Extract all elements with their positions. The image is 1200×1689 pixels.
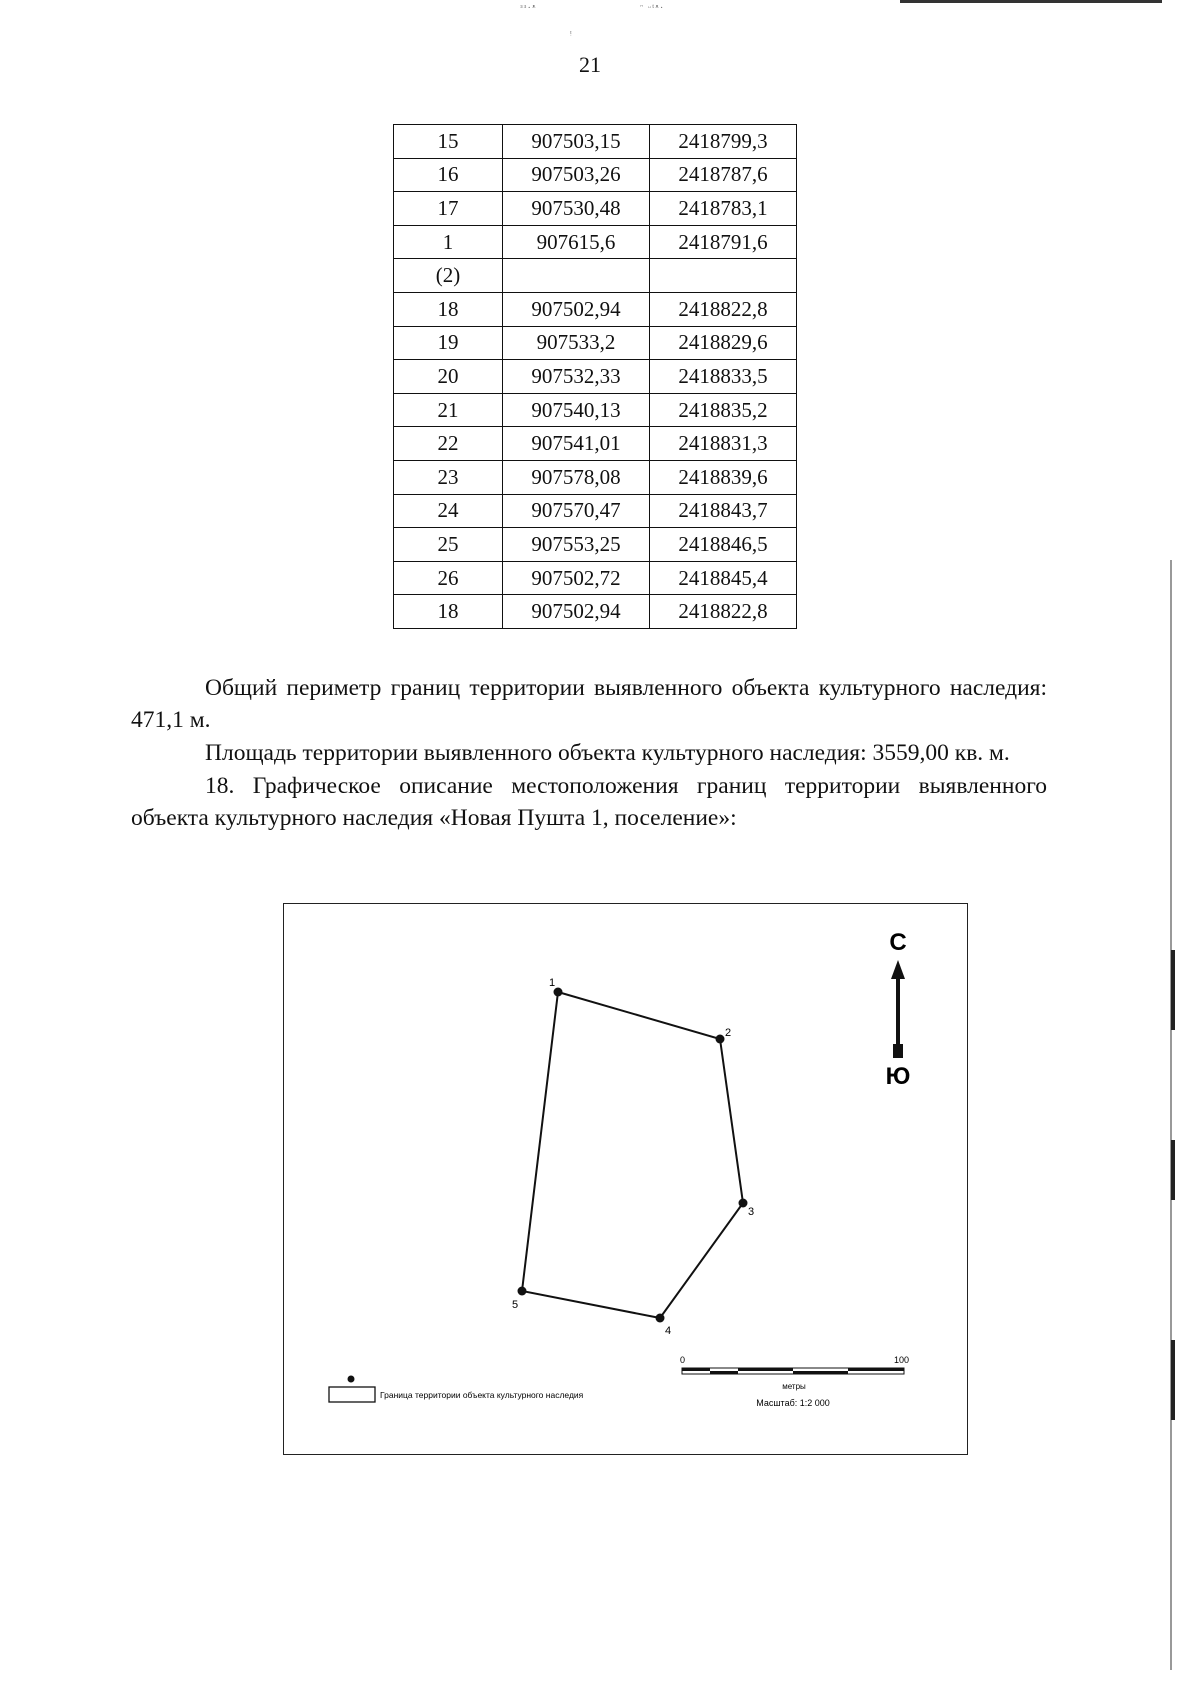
- area-paragraph: Площадь территории выявленного объекта культурного наследия: 3559,00 кв. м.: [205, 740, 1010, 766]
- point-number-cell: 24: [394, 494, 503, 528]
- x-coordinate-cell: 907502,94: [503, 595, 650, 629]
- boundary-map: [283, 903, 968, 1455]
- scale-bar-segment-4: [793, 1371, 848, 1374]
- y-coordinate-cell: 2418787,6: [650, 158, 797, 192]
- document-body: [131, 672, 1047, 835]
- point-number-cell: 25: [394, 528, 503, 562]
- y-coordinate-cell: 2418839,6: [650, 460, 797, 494]
- x-coordinate-cell: 907570,47: [503, 494, 650, 528]
- vertex-4-label: 4: [665, 1325, 672, 1337]
- y-coordinate-cell: 2418822,8: [650, 595, 797, 629]
- scale-start-label: 0: [680, 1355, 686, 1365]
- scale-unit-label: метры: [782, 1382, 806, 1391]
- coordinates-table: [393, 124, 797, 629]
- perimeter-paragraph: Общий периметр границ территории выявленного объекта культурного наследия: 471,1 м.: [131, 675, 1047, 733]
- table-row: [394, 393, 797, 427]
- legend-boundary-swatch: [329, 1387, 375, 1402]
- table-row: [394, 292, 797, 326]
- vertex-2-label: 2: [725, 1027, 732, 1039]
- scan-artifact-left: ᵌᵌ·ᵜ: [520, 2, 537, 14]
- boundary-polygon: [522, 992, 743, 1318]
- table-row: [394, 360, 797, 394]
- vertex-1-label: 1: [549, 977, 556, 989]
- y-coordinate-cell: 2418843,7: [650, 494, 797, 528]
- table-row: [394, 427, 797, 461]
- scale-bar-segment-5: [848, 1368, 904, 1371]
- legend-vertex-marker: [348, 1376, 355, 1383]
- vertex-3-label: 3: [748, 1206, 755, 1218]
- x-coordinate-cell: 907532,33: [503, 360, 650, 394]
- graphic-description-paragraph: 18. Графическое описание местоположения границ территории выявленного объекта культурного наследия «Новая Пушта 1, поселение»:: [131, 773, 1047, 831]
- point-number-cell: 20: [394, 360, 503, 394]
- top-edge-rule: [900, 0, 1162, 3]
- scan-artifact-right: ᵔ ᵕᵗᵜ·: [640, 2, 665, 14]
- x-coordinate-cell: 907578,08: [503, 460, 650, 494]
- north-arrow-head: [891, 960, 905, 979]
- table-row: [394, 192, 797, 226]
- point-number-cell: 1: [394, 225, 503, 259]
- scan-right-edge: [1170, 560, 1172, 1670]
- vertex-5-marker: [518, 1287, 527, 1296]
- vertex-2-marker: [716, 1035, 725, 1044]
- point-number-cell: 16: [394, 158, 503, 192]
- point-number-cell: 18: [394, 292, 503, 326]
- x-coordinate-cell: 907503,26: [503, 158, 650, 192]
- y-coordinate-cell: 2418846,5: [650, 528, 797, 562]
- vertex-3-marker: [739, 1199, 748, 1208]
- table-row: [394, 561, 797, 595]
- x-coordinate-cell: 907503,15: [503, 125, 650, 159]
- scale-bar-segment-3: [738, 1368, 793, 1371]
- vertex-5-label: 5: [512, 1299, 519, 1311]
- y-coordinate-cell: 2418822,8: [650, 292, 797, 326]
- boundary-map-svg: [284, 904, 967, 1454]
- scan-artifact-center: ᵎ: [570, 28, 573, 40]
- y-coordinate-cell: 2418833,5: [650, 360, 797, 394]
- table-row: [394, 125, 797, 159]
- scan-right-edge-mark-2: [1171, 1140, 1175, 1200]
- y-coordinate-cell: 2418831,3: [650, 427, 797, 461]
- scale-ratio-label: Масштаб: 1:2 000: [756, 1398, 830, 1408]
- point-number-cell: (2): [394, 259, 503, 293]
- y-coordinate-cell: 2418845,4: [650, 561, 797, 595]
- y-coordinate-cell: 2418791,6: [650, 225, 797, 259]
- x-coordinate-cell: 907540,13: [503, 393, 650, 427]
- point-number-cell: 23: [394, 460, 503, 494]
- point-number-cell: 15: [394, 125, 503, 159]
- point-number-cell: 17: [394, 192, 503, 226]
- scale-bar-segment-2: [710, 1371, 738, 1374]
- north-arrow-tail: [893, 1044, 903, 1058]
- y-coordinate-cell: [650, 259, 797, 293]
- page-number: 21: [579, 52, 601, 77]
- point-number-cell: 21: [394, 393, 503, 427]
- point-number-cell: 26: [394, 561, 503, 595]
- table-row: [394, 528, 797, 562]
- point-number-cell: 19: [394, 326, 503, 360]
- y-coordinate-cell: 2418799,3: [650, 125, 797, 159]
- point-number-cell: 22: [394, 427, 503, 461]
- north-label: С: [889, 929, 907, 956]
- table-row: [394, 494, 797, 528]
- table-row: [394, 158, 797, 192]
- x-coordinate-cell: 907553,25: [503, 528, 650, 562]
- scale-end-label: 100: [893, 1355, 909, 1365]
- table-row: [394, 225, 797, 259]
- scan-right-edge-mark-1: [1171, 950, 1175, 1030]
- legend-label: Граница территории объекта культурного наследия: [380, 1390, 584, 1400]
- table-row: [394, 259, 797, 293]
- table-row: [394, 460, 797, 494]
- x-coordinate-cell: 907530,48: [503, 192, 650, 226]
- y-coordinate-cell: 2418783,1: [650, 192, 797, 226]
- x-coordinate-cell: 907533,2: [503, 326, 650, 360]
- point-number-cell: 18: [394, 595, 503, 629]
- vertex-4-marker: [656, 1314, 665, 1323]
- x-coordinate-cell: 907615,6: [503, 225, 650, 259]
- x-coordinate-cell: 907541,01: [503, 427, 650, 461]
- y-coordinate-cell: 2418835,2: [650, 393, 797, 427]
- x-coordinate-cell: 907502,72: [503, 561, 650, 595]
- y-coordinate-cell: 2418829,6: [650, 326, 797, 360]
- south-label: Ю: [885, 1063, 911, 1090]
- x-coordinate-cell: 907502,94: [503, 292, 650, 326]
- scale-bar-segment-1: [682, 1368, 710, 1371]
- scan-right-edge-mark-3: [1171, 1340, 1175, 1420]
- table-row: [394, 595, 797, 629]
- x-coordinate-cell: [503, 259, 650, 293]
- table-row: [394, 326, 797, 360]
